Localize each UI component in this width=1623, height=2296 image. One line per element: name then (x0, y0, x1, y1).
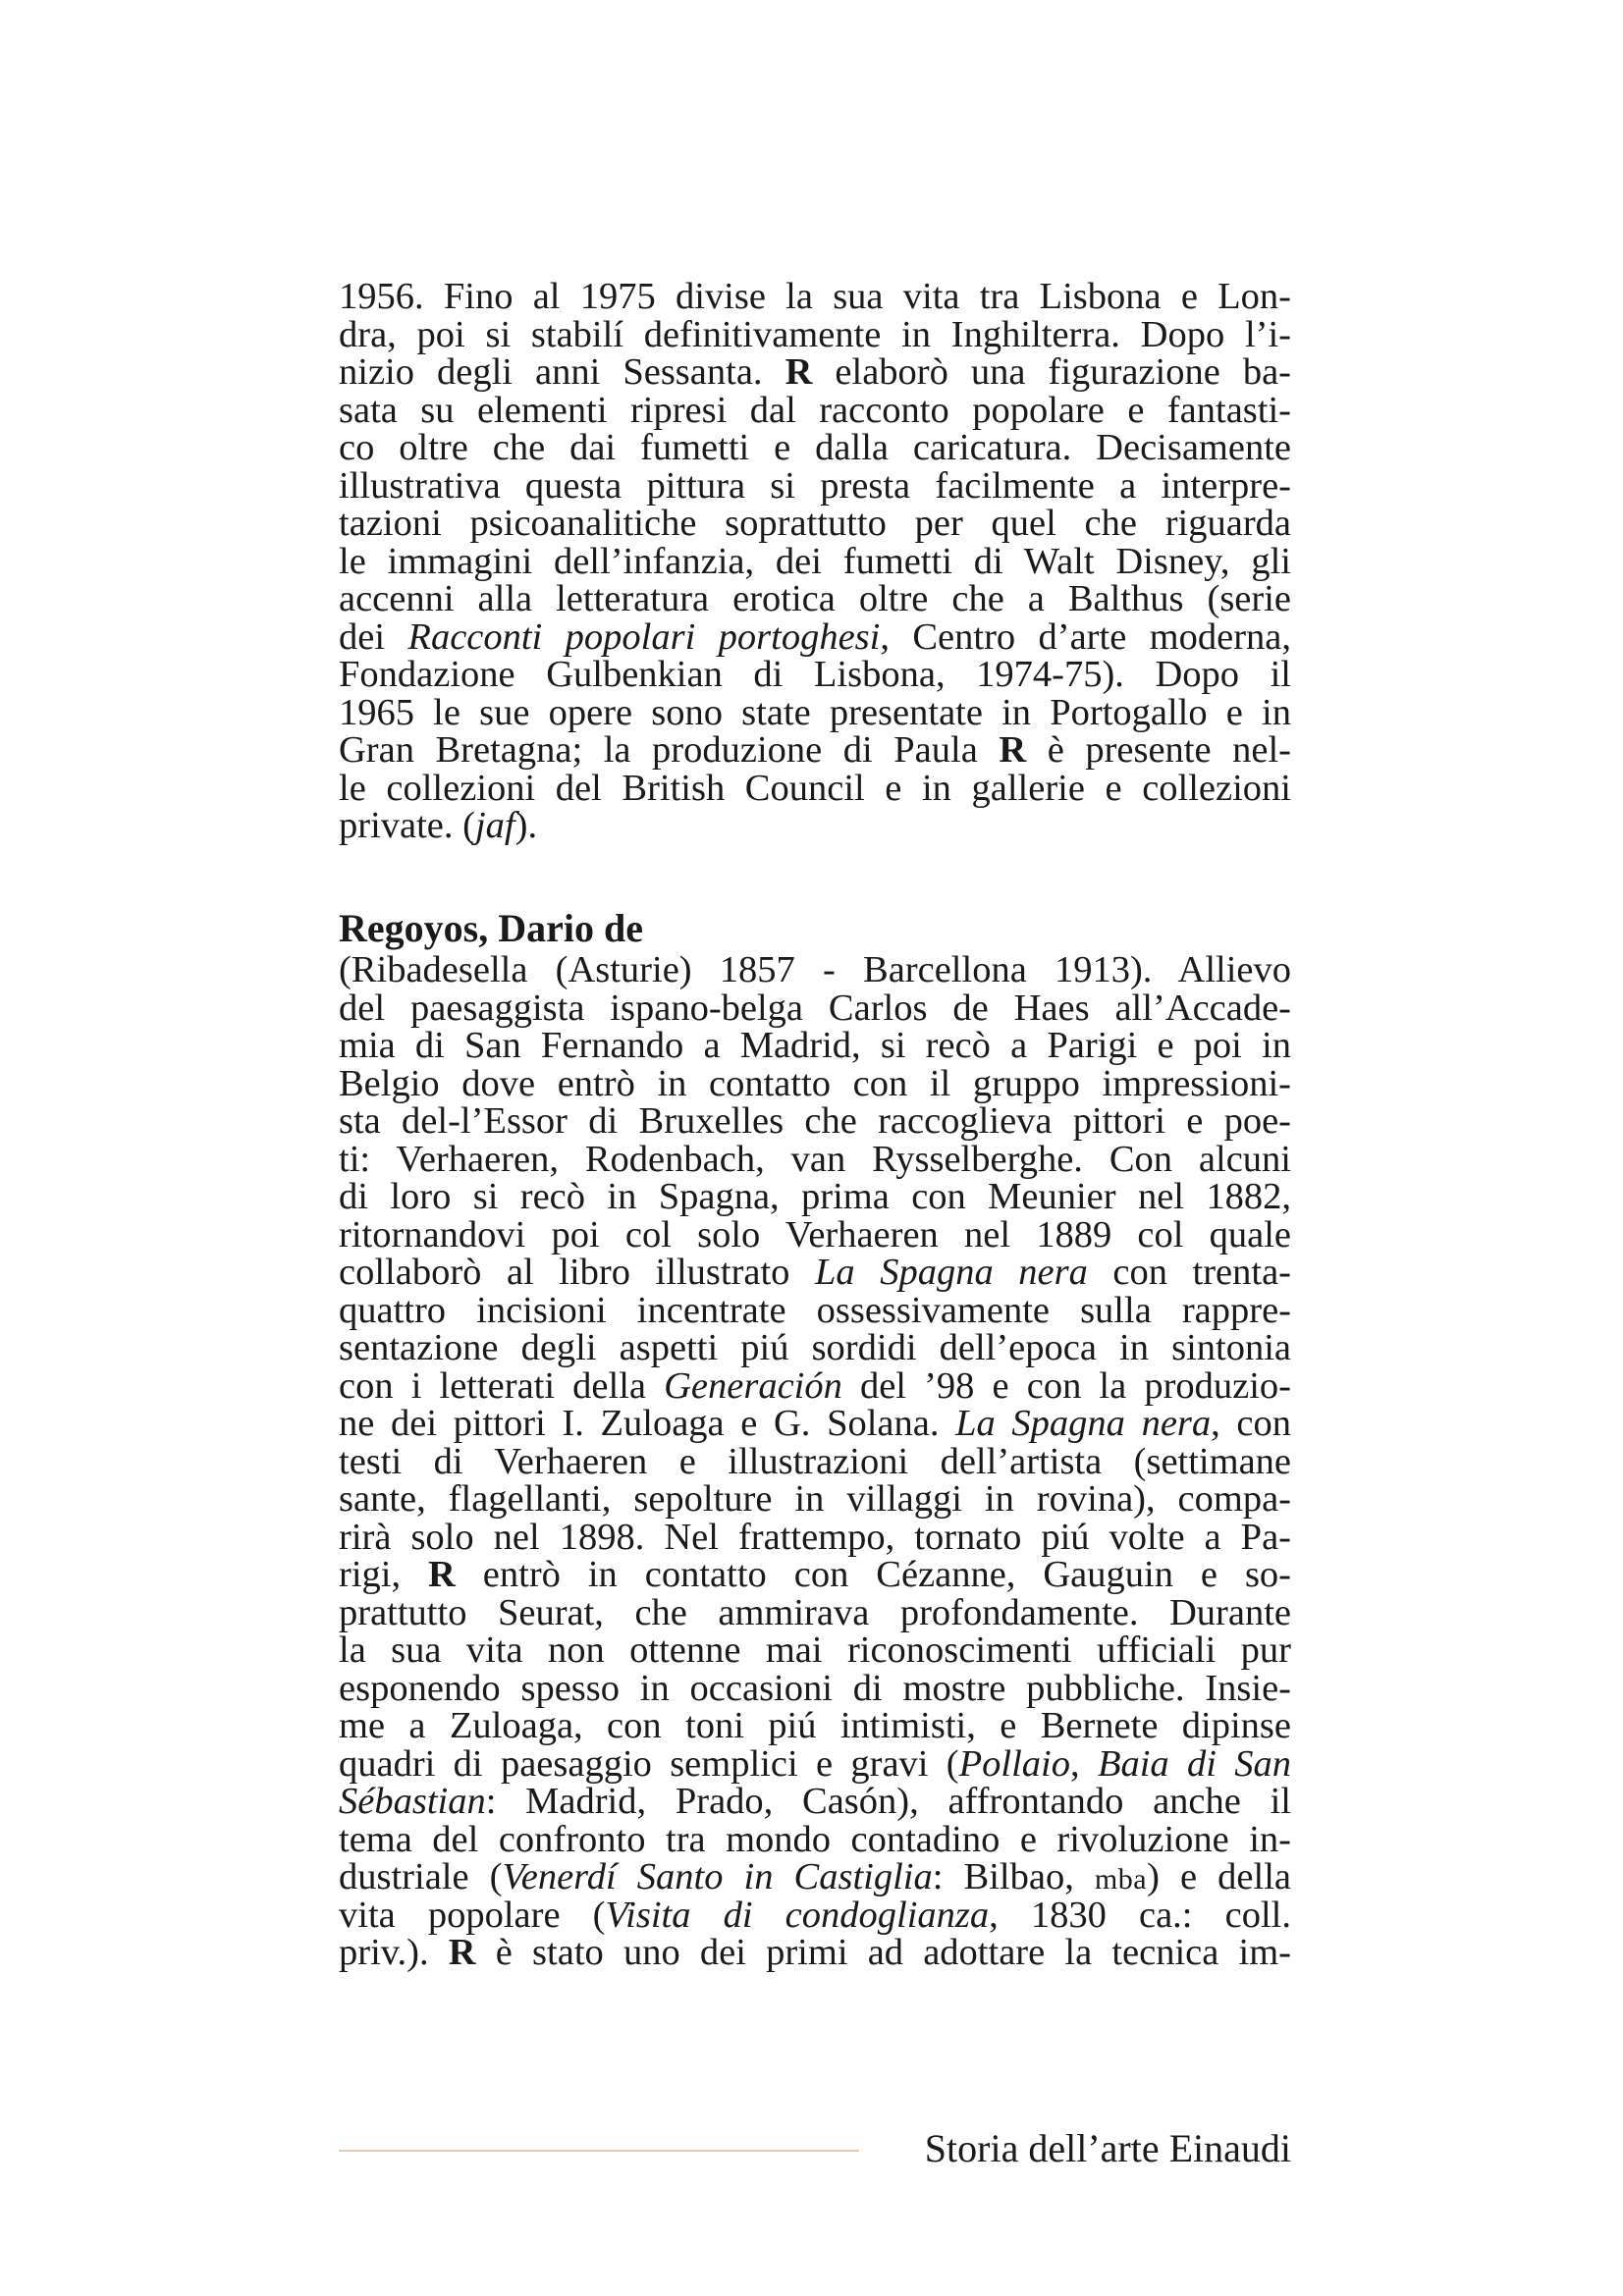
text-line: Belgio dove entrò in contatto con il gruppo impressioni- (339, 1062, 1291, 1104)
text-line: dei Racconti popolari portoghesi, Centro d’arte moderna, (339, 615, 1291, 658)
work-title: Pollaio (958, 1742, 1070, 1785)
text-line: co oltre che dai fumetti e dalla caricatura. Decisamente (339, 427, 1291, 468)
work-title: Sébastian (339, 1781, 486, 1822)
text-line: nizio degli anni Sessanta. R elaborò una figurazione ba- (339, 351, 1291, 393)
text-line: quattro incisioni incentrate ossessivamente sulla rappre- (339, 1289, 1291, 1331)
text-line: 1965 le sue opere sono state presentate in Portogallo e in (339, 691, 1291, 733)
text-line: Sébastian: Madrid, Prado, Casón), affrontando anche il (339, 1781, 1291, 1822)
text-line: accenni alla letteratura erotica oltre che a Balthus (serie (339, 578, 1291, 619)
text-line: ritornandovi poi col solo Verhaeren nel 1889 col quale (339, 1213, 1291, 1255)
text-line: testi di Verhaeren e illustrazioni dell’artista (settimane (339, 1440, 1291, 1482)
text-line: private. (jaf). (339, 805, 538, 846)
text-line: Gran Bretagna; la produzione di Paula R è presente nel- (339, 729, 1291, 771)
text-line: del paesaggista ispano-belga Carlos de Haes all’Accade- (339, 987, 1291, 1029)
text-line: le collezioni del British Council e in gallerie e collezioni (339, 767, 1291, 809)
text-line: collaborò al libro illustrato La Spagna nera con trenta- (339, 1252, 1291, 1293)
entry-abbreviation: R (428, 1554, 456, 1595)
text-line: 1956. Fino al 1975 divise la sua vita tra Lisbona e Lon- (339, 276, 1291, 317)
museum-abbreviation: mba (1094, 1863, 1148, 1896)
text-line: ti: Verhaeren, Rodenbach, van Rysselberghe. Con alcuni (339, 1138, 1291, 1180)
text-line: prattutto Seurat, che ammirava profondamente. Durante (339, 1591, 1291, 1633)
entry-abbreviation: R (448, 1932, 476, 1973)
entry-abbreviation: R (784, 351, 813, 393)
work-title: Venerdí Santo in Castiglia (502, 1856, 933, 1897)
text-line: Fondazione Gulbenkian di Lisbona, 1974-75). Dopo il (339, 654, 1291, 695)
text-line: tema del confronto tra mondo contadino e rivoluzione in- (339, 1818, 1291, 1860)
text-line: le immagini dell’infanzia, dei fumetti di Walt Disney, gli (339, 540, 1291, 582)
footer-rule (339, 2150, 859, 2152)
text-line: sta del-l’Essor di Bruxelles che raccoglieva pittori e poe- (339, 1100, 1291, 1142)
work-title: Visita di condoglianza (605, 1894, 990, 1936)
text-line: la sua vita non ottenne mai riconoscimenti ufficiali pur (339, 1629, 1291, 1671)
text-line: esponendo spesso in occasioni di mostre pubbliche. Insie- (339, 1667, 1291, 1709)
work-title: La Spagna nera (955, 1403, 1212, 1444)
text-line: sentazione degli aspetti piú sordidi dell’epoca in sintonia (339, 1327, 1291, 1368)
text-line: con i letterati della Generación del ’98 e con la produzio- (339, 1364, 1291, 1407)
text-line: ne dei pittori I. Zuloaga e G. Solana. La Spagna nera, con (339, 1403, 1291, 1444)
author-initials: jaf (474, 805, 515, 846)
text-line: dra, poi si stabilí definitivamente in Inghilterra. Dopo l’i- (339, 313, 1291, 355)
text-line: vita popolare (Visita di condoglianza, 1830 ca.: coll. (339, 1894, 1291, 1936)
work-title: La Spagna nera (814, 1252, 1088, 1293)
text-line: (Ribadesella (Asturie) 1857 - Barcellona 1913). Allievo (339, 949, 1291, 990)
text-line: tazioni psicoanalitiche soprattutto per quel che riguarda (339, 503, 1291, 544)
text-line: mia di San Fernando a Madrid, si recò a Parigi e poi in (339, 1025, 1291, 1066)
work-title: Racconti popolari portoghesi (407, 615, 881, 658)
text-line: sante, flagellanti, sepolture in villaggi in rovina), compa- (339, 1478, 1291, 1520)
entry-continuation-text (339, 278, 1291, 845)
work-title: Baia di San (1097, 1742, 1291, 1785)
movement-name: Generación (664, 1364, 842, 1407)
text-line: priv.). R è stato uno dei primi ad adottare la tecnica im- (339, 1932, 1291, 1973)
entry-body-text (339, 951, 1291, 1972)
entry-abbreviation: R (999, 729, 1027, 771)
text-line: dustriale (Venerdí Santo in Castiglia: Bilbao, mba) e della (339, 1856, 1292, 1897)
text-line: illustrativa questa pittura si presta facilmente a interpre- (339, 464, 1291, 507)
text-line: di loro si recò in Spagna, prima con Meunier nel 1882, (339, 1176, 1291, 1217)
text-line: sata su elementi ripresi dal racconto popolare e fantasti- (339, 389, 1291, 431)
text-line: rigi, R entrò in contatto con Cézanne, Gauguin e so- (339, 1554, 1291, 1595)
text-line: me a Zuloaga, con toni piú intimisti, e Bernete dipinse (339, 1705, 1291, 1746)
text-line: rirà solo nel 1898. Nel frattempo, tornato piú volte a Pa- (339, 1516, 1291, 1558)
footer-title: Storia dell’arte Einaudi (924, 2126, 1291, 2170)
entry-heading: Regoyos, Dario de (339, 906, 643, 950)
text-line: quadri di paesaggio semplici e gravi (Pollaio, Baia di San (339, 1742, 1291, 1785)
